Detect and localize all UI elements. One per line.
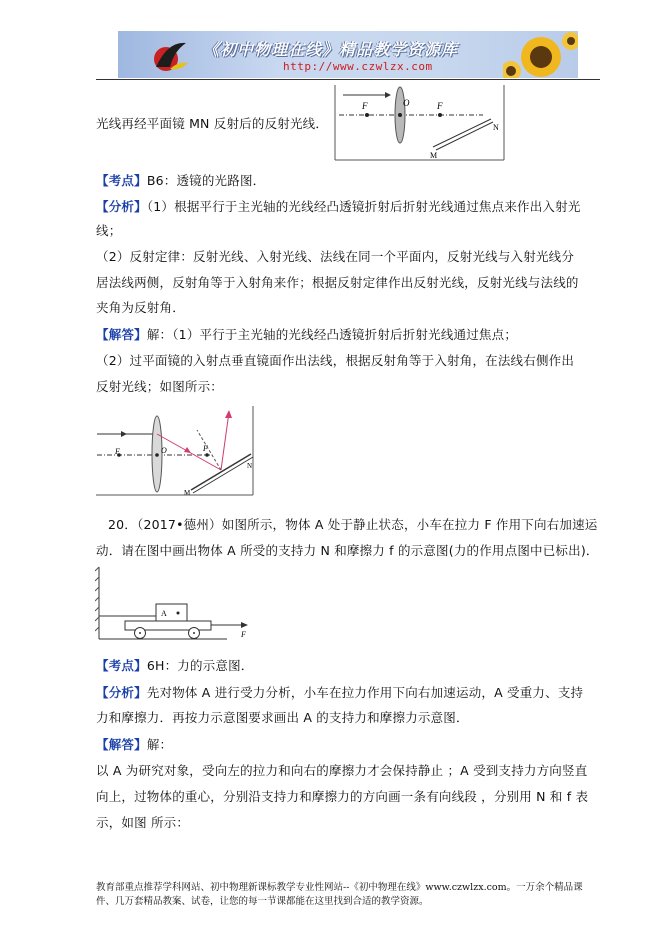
label-A: A [161, 609, 167, 618]
jieda-1-line-3: 反射光线；如图所示： [96, 379, 224, 394]
fenxi-text: 先对物体 A 进行受力分析，小车在拉力作用下向右加速运动，A 受重力、支持 [146, 685, 584, 700]
header-rule [96, 79, 600, 80]
jieda-2 [96, 737, 172, 753]
label-N: N [493, 123, 499, 132]
kaodian-text: B6：透镜的光路图． [146, 173, 266, 188]
question-20-line-2: 动．请在图中画出物体 A 所受的支持力 N 和摩擦力 f 的示意图(力的作用点图中已标出)． [96, 543, 599, 558]
fenxi-1-line-2: 线； [96, 223, 122, 238]
label-N: N [247, 462, 253, 470]
kaodian-tag: 【考点】 [96, 658, 147, 673]
fenxi-1-line-4: 居法线两侧，反射角等于入射角来作；根据反射定律作出反射光线，反射光线与法线的 [96, 275, 579, 290]
label-O: O [403, 98, 410, 108]
fenxi-tag: 【分析】 [96, 199, 147, 214]
kaodian-2 [96, 658, 253, 674]
kaodian-1 [96, 173, 265, 189]
kaodian-text: 6H：力的示意图． [146, 658, 254, 673]
logo-icon [148, 37, 190, 73]
header-banner [118, 31, 578, 78]
jieda-2-line-2: 向上，过物体的重心，分别沿支持力和摩擦力的方向画一条有向线段 ，分别用 N 和 f 表 [96, 789, 589, 804]
label-M: M [430, 151, 438, 160]
jieda-text: 解： [146, 737, 173, 752]
banner-url: http://www.czwlzx.com [283, 60, 433, 73]
fenxi-2-line-1 [96, 685, 583, 701]
label-F-left: F [115, 447, 120, 456]
label-F-right: F [437, 101, 443, 111]
text-line: 光线再经平面镜 MN 反射后的反射光线． [96, 116, 329, 131]
lens-figure-2 [95, 406, 257, 496]
fenxi-1-line-3: （2）反射定律：反射光线、入射光线、法线在同一个平面内，反射光线与入射光线分 [96, 249, 575, 264]
kaodian-tag: 【考点】 [96, 173, 147, 188]
jieda-2-line-3: 示，如图 所示： [96, 815, 190, 830]
footer-line-2: 件、几万套精品教案、试卷，让您的每一节课都能在这里找到合适的教学资源。 [96, 896, 429, 907]
fenxi-2-line-2: 力和摩擦力．再按力示意图要求画出 A 的支持力和摩擦力示意图． [96, 710, 469, 725]
fenxi-1-line-5: 夹角为反射角． [96, 300, 185, 315]
fenxi-1-line-1 [96, 199, 581, 215]
question-20-line-1: 20．（2017•德州）如图所示，物体 A 处于静止状态，小车在拉力 F 作用下向右加速运 [108, 517, 598, 532]
label-F-left: F [362, 101, 368, 111]
banner-title: 《初中物理在线》精品教学资源库 [203, 40, 459, 59]
fenxi-tag: 【分析】 [96, 685, 147, 700]
label-M: M [184, 489, 191, 496]
sunflower-icon [503, 31, 578, 78]
jieda-text: 解：（1）平行于主光轴的光线经凸透镜折射后折射光线通过焦点； [146, 327, 518, 342]
jieda-1-line-1 [96, 327, 517, 343]
footer-line-1: 教育部重点推荐学科网站、初中物理新课标教学专业性网站--《初中物理在线》www.czwlzx.com。一万余个精品课 [96, 882, 583, 893]
jieda-1-line-2: （2）过平面镜的入射点垂直镜面作出法线，根据反射角等于入射角，在法线右侧作出 [96, 353, 575, 368]
jieda-2-line-1: 以 A 为研究对象，受向左的拉力和向右的摩擦力才会保持静止 ；A 受到支持力方向竖直 [96, 763, 588, 778]
jieda-tag: 【解答】 [96, 737, 147, 752]
label-F: F [241, 630, 246, 639]
cart-figure [95, 565, 255, 640]
jieda-tag: 【解答】 [96, 327, 147, 342]
lens-figure-1 [333, 85, 505, 161]
fenxi-text: （1）根据平行于主光轴的光线经凸透镜折射后折射光线通过焦点来作出入射光 [146, 199, 581, 214]
label-F-right: F [203, 444, 208, 453]
label-O: O [161, 446, 167, 455]
